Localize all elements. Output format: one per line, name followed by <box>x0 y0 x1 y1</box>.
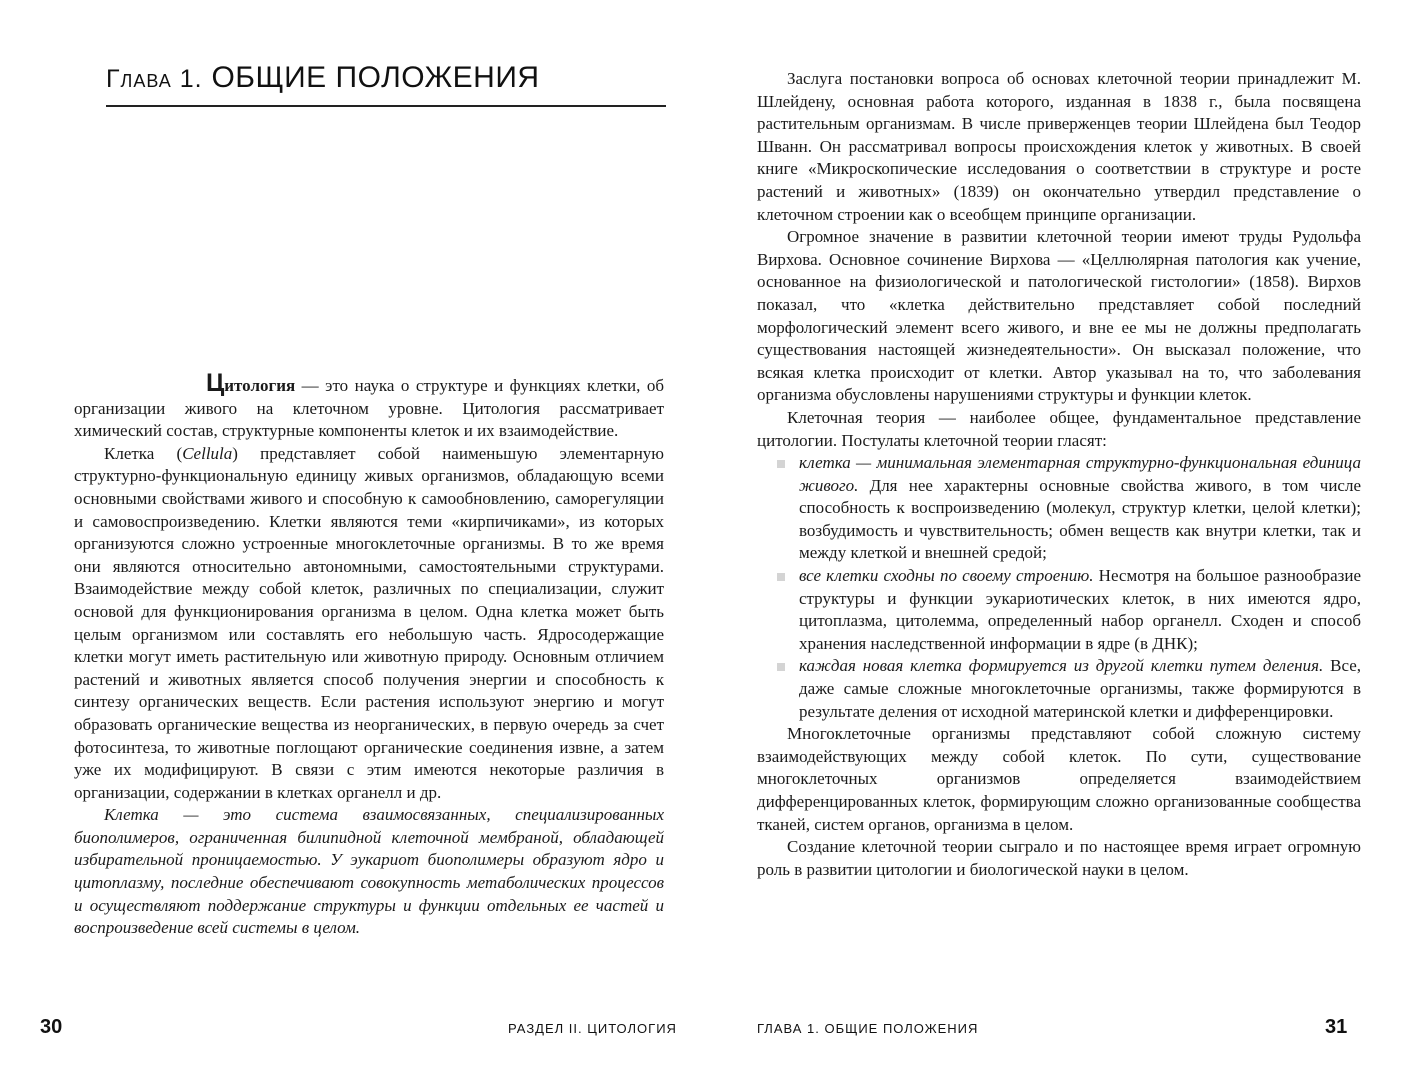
paragraph-virchow: Огромное значение в развитии клеточной теории имеют труды Рудольфа Вирхова. Основное сочинение Вирхова — «Целлюлярная патология как учение, основанное на физиологической и патологической гистологии» (1858). Вирхов показал, что «клетка действительно представляет собой последний морфологический элемент всего живого, и вне ее мы не должны предполагать существования настоящей жизнедеятельности». Он высказал положение, что всякая клетка происходит от клетки. Автор указывал на то, что заболевания организма обусловлены нарушениями структуры и функции клеток. <box>757 227 1361 405</box>
chapter-number: Глава 1. <box>106 65 203 93</box>
right-page <box>713 0 1426 1080</box>
postulate-statement: все клетки сходны по своему строению. <box>799 566 1094 586</box>
paragraph-text: Клетка ( <box>104 443 183 463</box>
paragraph-schleiden: Заслуга постановки вопроса об основах клеточной теории принадлежит М. Шлейдену, основная работа которого, изданная в 1838 г., была посвящена растительным организмам. В числе приверженцев теории Шлейдена был Теодор Шванн. Он рассматривал вопросы происхождения клеток у животных. В своей книге «Микроскопические исследования о соответствии в структуре и росте растений и животных» (1839) он окончательно утвердил представление о клеточном строении как о всеобщем принципе организации. <box>757 69 1361 224</box>
postulate-statement: каждая новая клетка формируется из другой клетки путем деления. <box>799 656 1324 676</box>
latin-term: Cellula <box>182 443 233 463</box>
right-body-text <box>757 68 1361 881</box>
paragraph-multicellular: Многоклеточные организмы представляют собой сложную систему взаимодействующих между собой клеток. По сути, существование многоклеточных организмов определяется взаимодействием дифференцированных клеток, формирующим сложно организованные сообщества тканей, систем органов, организма в целом. <box>757 724 1361 834</box>
paragraph-cell <box>74 443 664 805</box>
postulate-text: Все, даже самые сложные многоклеточные организмы, также формируются в результате деления от исходной материнской клетки и дифференцировки. <box>799 656 1362 721</box>
page-number: 31 <box>1325 1016 1348 1038</box>
drop-cap: Ц <box>206 369 225 397</box>
paragraph-text: ) представляет собой наименьшую элементарную структурно-функциональную единицу живых организмов, обладающую всеми основными свойствами живого и способную к самообновлению, саморегуляции и самовоспроизведению. Клетки являются теми «кирпичиками», из которых организуются сложно устроенные многоклеточные организмы. В то же время они являются относительно автономными, самостоятельными структурами. Взаимодействие между собой клеток, различных по специализации, служит основой для функционирования организма в целом. Одна клетка может быть целым организмом или составлять его небольшую часть. Ядросодержащие клетки могут иметь растительную или животную природу. Основным отличием растений и животных является способ получения энергии и способность к синтезу органических веществ. Если растения используют энергию и могут образовать органические вещества из неорганических, в первую очередь за счет фотосинтеза, то животные поглощают органические соединения извне, а затем уже их модифицируют. В связи с этим имеются некоторые различия в организации, содержании в клетках органелл и др. <box>74 443 664 802</box>
page-number: 30 <box>40 1016 63 1038</box>
chapter-title <box>106 58 666 95</box>
running-head: РАЗДЕЛ II. ЦИТОЛОГИЯ <box>508 1021 677 1036</box>
running-head: ГЛАВА 1. ОБЩИЕ ПОЛОЖЕНИЯ <box>757 1021 979 1036</box>
postulate-text: Несмотря на большое разнообразие структуры и функции эукариотических клеток, в них имеются ядро, цитоплазма, цитолемма, определенный набор органелл. Сходен и способ хранения наследственной информации в ядре (в ДНК); <box>799 566 1361 653</box>
list-item <box>799 452 1361 565</box>
paragraph-cell-theory: Клеточная теория — наиболее общее, фундаментальное представление цитологии. Постулаты клеточной теории гласят: <box>757 407 1361 450</box>
list-item <box>799 655 1361 723</box>
paragraph-definition <box>74 369 664 443</box>
postulate-statement: клетка — минимальная элементарная структурно-функциональная единица живого. <box>799 453 1361 495</box>
title-rule <box>106 105 666 107</box>
paragraph-cell-definition: Клетка — это система взаимосвязанных, специализированных биополимеров, ограниченная билипидной клеточной мембраной, обладающей избирательной проницаемостью. У эукариот биополимеры образуют ядро и цитоплазму, последние обеспечивают совокупность метаболических процессов и осуществляют поддержание структуры и функции отдельных ее частей и воспроизведение всей системы в целом. <box>74 805 664 938</box>
postulates-list <box>757 452 1361 723</box>
postulate-text: Для нее характерны основные свойства живого, в том числе способность к воспроизведению (молекул, структур клетки, целой клетки); возбудимость и чувствительность; обмен веществ как внутри клетки, так и между клеткой и внешней средой; <box>799 475 1361 563</box>
paragraph-conclusion: Создание клеточной теории сыграло и по настоящее время играет огромную роль в развитии цитологии и биологической науки в целом. <box>757 837 1361 879</box>
paragraph-text: — это наука о структуре и функциях клетки, об организации живого на клеточном уровне. Цитология рассматривает химический состав, структурные компоненты клеток и их взаимодействие. <box>74 376 664 441</box>
left-body-text <box>74 369 664 940</box>
chapter-name: ОБЩИЕ ПОЛОЖЕНИЯ <box>211 61 540 94</box>
term-cytology: итология <box>224 376 296 395</box>
list-item <box>799 565 1361 655</box>
